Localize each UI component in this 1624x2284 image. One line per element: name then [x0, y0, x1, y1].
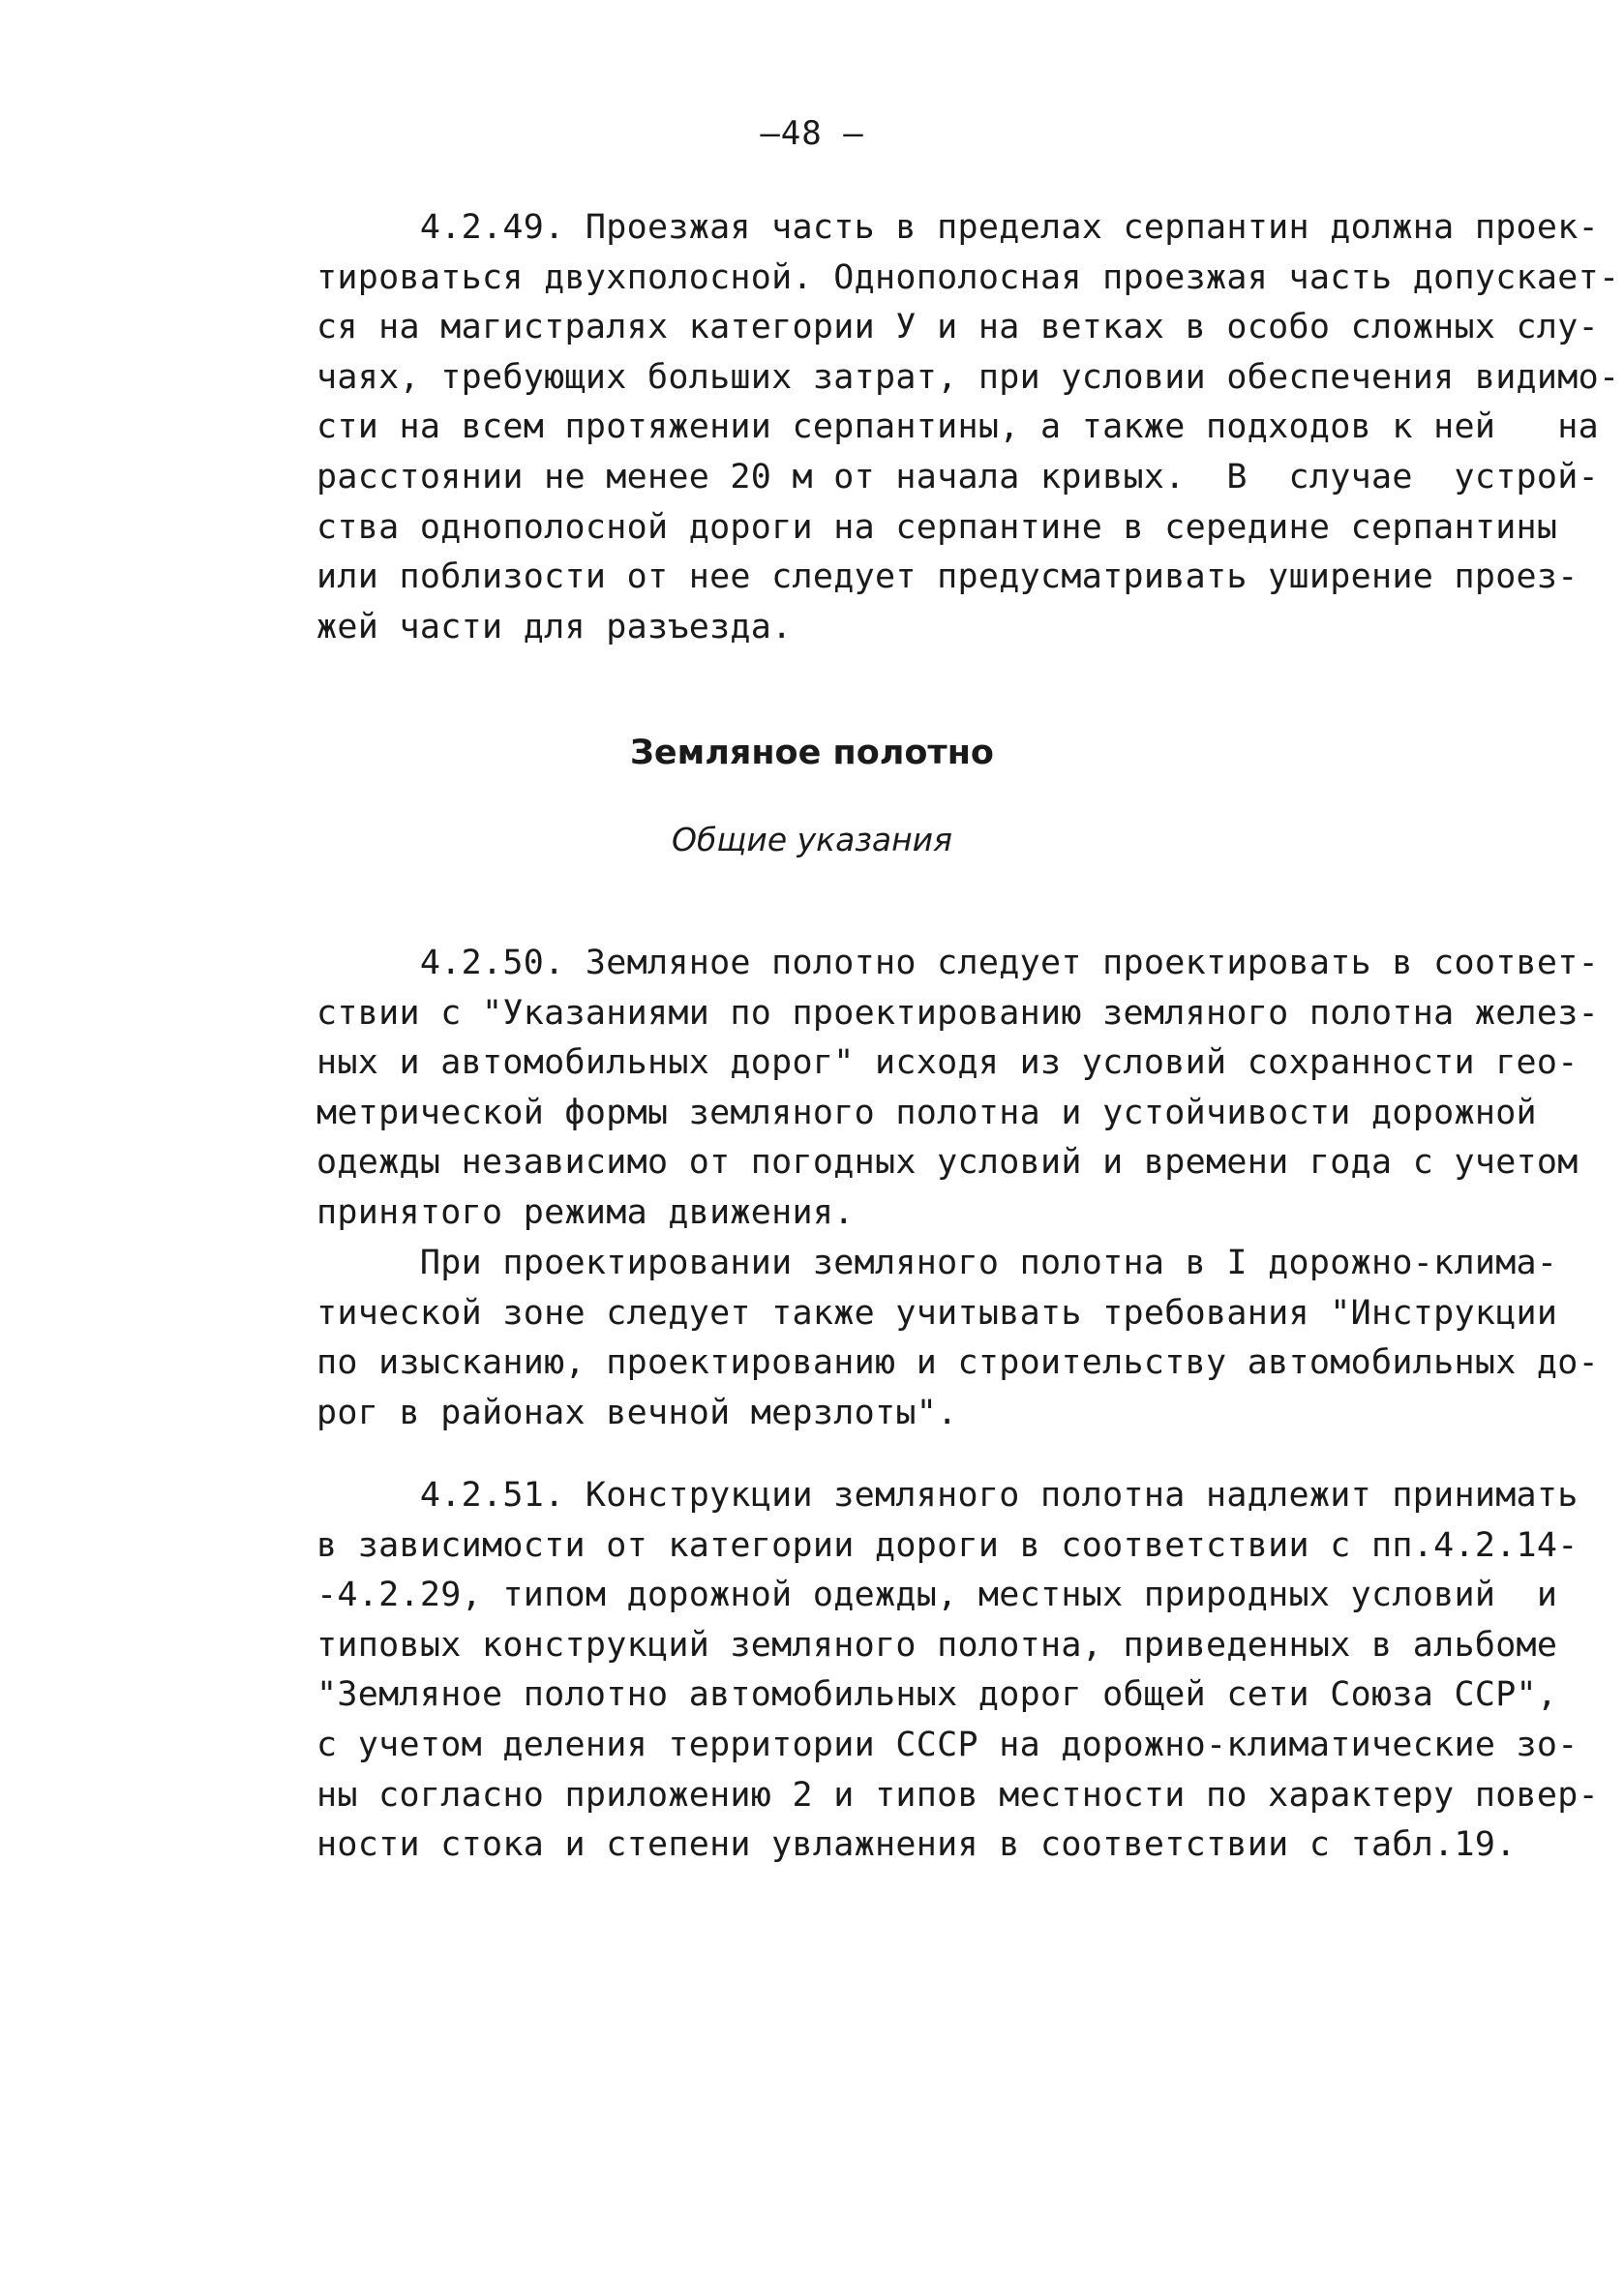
text-line: "Земляное полотно автомобильных дорог общей сети Союза ССР",: [316, 1675, 1558, 1715]
section-heading: Земляное полотно: [630, 734, 994, 772]
text-line: по изысканию, проектированию и строительству автомобильных до-: [316, 1343, 1600, 1383]
text-line: сти на всем протяжении серпантины, а также подходов к ней на: [316, 407, 1600, 447]
section-subheading: Общие указания: [672, 821, 952, 858]
text-line: ствии с "Указаниями по проектированию земляного полотна желез-: [316, 993, 1600, 1033]
text-line: тироваться двухполосной. Однополосная проезжая часть допускает-: [316, 257, 1620, 297]
text-line: или поблизости от нее следует предусматривать уширение проез-: [316, 557, 1579, 597]
text-line: 4.2.50. Земляное полотно следует проектировать в соответ-: [316, 944, 1600, 982]
text-line: с учетом деления территории СССР на дорожно-климатические зо-: [316, 1725, 1579, 1764]
text-line: 4.2.51. Конструкции земляного полотна надлежит принимать: [316, 1476, 1579, 1515]
text-line: принятого режима движения.: [316, 1192, 855, 1232]
text-line: чаях, требующих больших затрат, при условии обеспечения видимо-: [316, 357, 1620, 397]
text-line: ны согласно приложению 2 и типов местности по характеру повер-: [316, 1775, 1600, 1815]
text-line: ся на магистралях категории У и на ветках в особо сложных слу-: [316, 308, 1600, 347]
paragraph-4-2-49: [316, 203, 1620, 652]
text-line: При проектировании земляного полотна в I дорожно-клима-: [316, 1244, 1558, 1282]
text-line: одежды независимо от погодных условий и времени года с учетом: [316, 1143, 1579, 1183]
text-line: рог в районах вечной мерзлоты".: [316, 1393, 958, 1432]
text-line: 4.2.49. Проезжая часть в пределах серпантин должна проек-: [316, 208, 1600, 247]
paragraph-4-2-51: [316, 1471, 1600, 1871]
text-line: метрической формы земляного полотна и устойчивости дорожной: [316, 1093, 1537, 1132]
text-line: типовых конструкций земляного полотна, приведенных в альбоме: [316, 1625, 1558, 1665]
text-line: ных и автомобильных дорог" исходя из условий сохранности гео-: [316, 1043, 1579, 1083]
page-number: —48 —: [760, 114, 864, 153]
text-line: ности стока и степени увлажнения в соответствии с табл.19.: [316, 1825, 1517, 1865]
text-line: жей части для разъезда.: [316, 607, 793, 646]
text-line: ства однополосной дороги на серпантине в середине серпантины: [316, 507, 1558, 547]
text-line: в зависимости от категории дороги в соответствии с пп.4.2.14-: [316, 1525, 1579, 1565]
text-line: -4.2.29, типом дорожной одежды, местных природных условий и: [316, 1576, 1558, 1615]
text-line: тической зоне следует также учитывать требования "Инструкции: [316, 1293, 1558, 1333]
paragraph-permafrost: [316, 1239, 1600, 1438]
text-line: расстоянии не менее 20 м от начала кривых. В случае устрой-: [316, 457, 1600, 496]
paragraph-4-2-50: [316, 939, 1600, 1239]
